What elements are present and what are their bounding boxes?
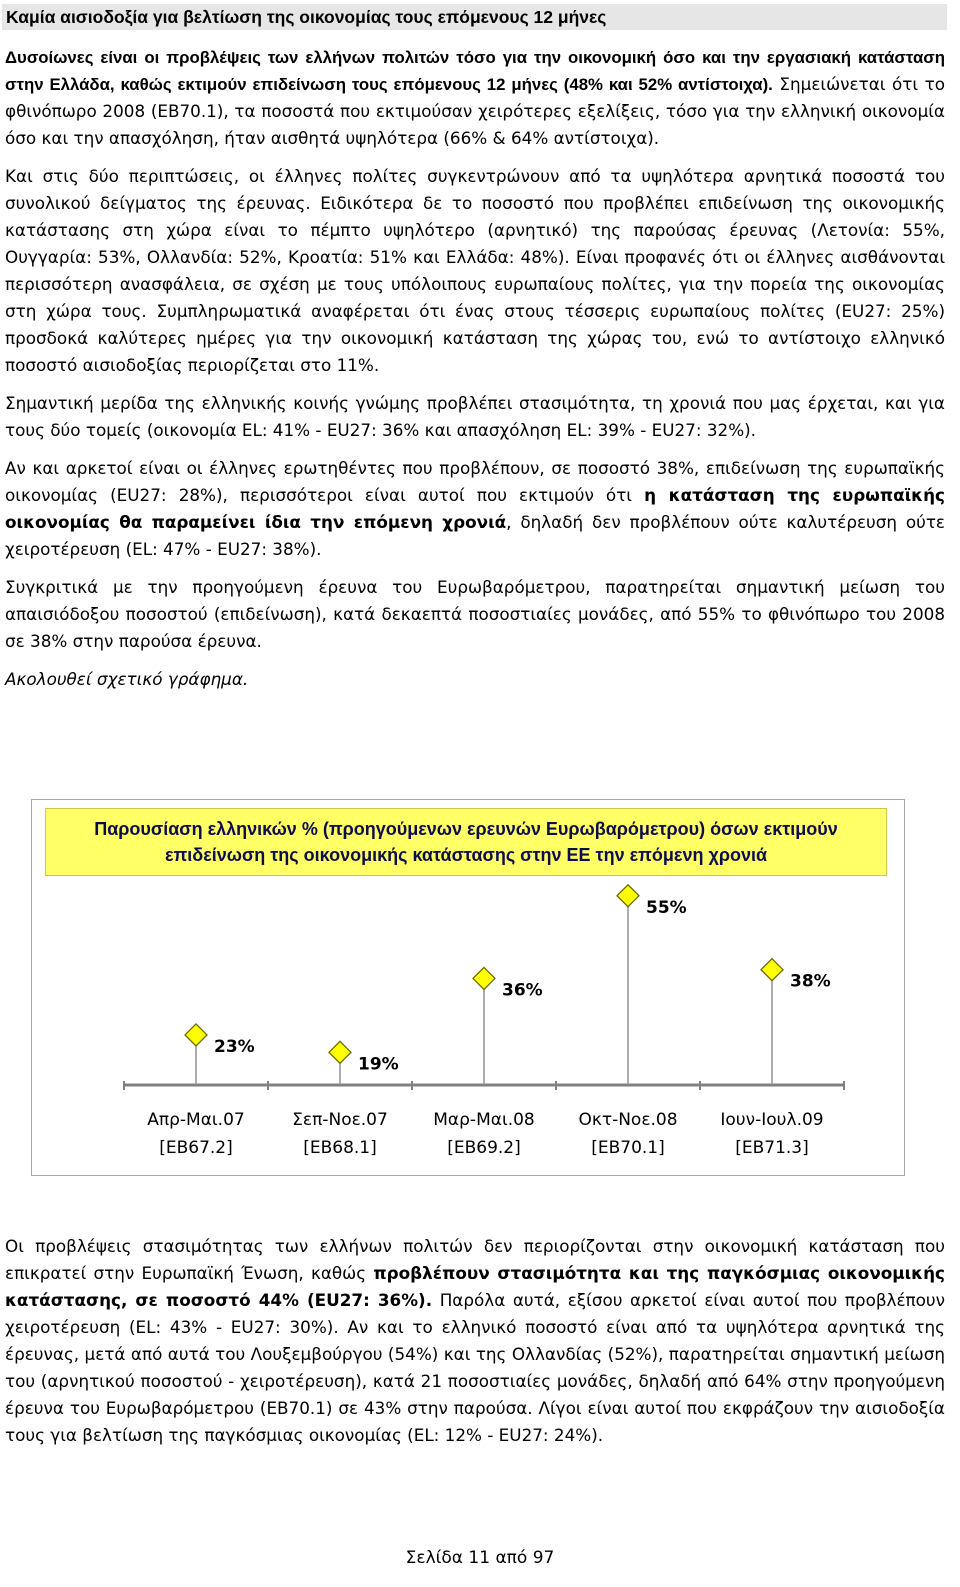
paragraph-3: Σημαντική μερίδα της ελληνικής κοινής γνώμης προβλέπει στασιμότητα, τη χρονιά που μας έρχεται, και για τους δύο τομείς (οικονομία EL: 41% - EU27: 36% και απασχόληση EL: 39% - EU27: 32%). (5, 393, 945, 440)
paragraph-5: Συγκριτικά με την προηγούμενη έρευνα του Ευρωβαρόμετρου, παρατηρείται σημαντική μείωση του απαισιόδοξου ποσοστού (επιδείνωση), κατά δεκαεπτά ποσοστιαίες μονάδες, από 55% το φθινόπωρο του 2008 σε 38% στην παρούσα έρευνα. (5, 577, 945, 651)
data-value-label: 36% (502, 980, 543, 1001)
category-code-label: [ΕΒ68.1] (303, 1138, 377, 1158)
paragraph-7-end: Παρόλα αυτά, εξίσου αρκετοί είναι αυτοί που προβλέπουν χειροτέρευση (EL: 43% - EU27: 30%). Αν και το ελληνικό ποσοστό είναι από τα υψηλότερα αρνητικά της έρευνας, μετά από αυτά του Λουξεμβούργου (54%) και της Ολλανδίας (52%), παρατηρείται σημαντική μείωση του (αρνητικού ποσοστού - χειροτέρευση), κατά 21 ποσοστιαίες μονάδες, δηλαδή από 64% στην προηγούμενη έρευνα του Ευρωβαρόμετρου (ΕΒ70.1) σε 43% στην παρούσα. Λίγοι είναι αυτοί που εκφράζουν την αισιοδοξία τους για βελτίωση της παγκόσμιας οικονομίας (EL: 12% - EU27: 24%). (5, 1290, 946, 1445)
data-point-marker (761, 959, 783, 981)
document-body-continued (5, 1233, 945, 1449)
data-value-label: 38% (790, 971, 831, 992)
paragraph-4-end: , δηλαδή δεν προβλέπουν ούτε καλυτέρευση ούτε χειροτέρευση (EL: 47% - EU27: 38%). (5, 512, 946, 559)
category-label: Μαρ-Μαι.08 (433, 1110, 535, 1130)
paragraph-1-rest: Σημειώνεται ότι το φθινόπωρο 2008 (ΕΒ70.1), τα ποσοστά που εκτιμούσαν χειρότερες εξελίξεις, τόσο για την ελληνική οικονομία όσο και την απασχόληση, ήταν αισθητά υψηλότερα (66% & 64% αντίστοιχα). (5, 74, 945, 148)
category-code-label: [ΕΒ70.1] (591, 1138, 665, 1158)
document-body (5, 44, 945, 704)
paragraph-7-start: Οι προβλέψεις στασιμότητας των ελλήνων πολιτών δεν περιορίζονται στην οικονομική κατάσταση που επικρατεί στην Ευρωπαϊκή Ένωση, καθώς (5, 1236, 945, 1283)
page-number: Σελίδα 11 από 97 (405, 1548, 555, 1568)
category-label: Απρ-Μαι.07 (147, 1110, 245, 1130)
category-code-label: [ΕΒ69.2] (447, 1138, 521, 1158)
paragraph-2: Και στις δύο περιπτώσεις, οι έλληνες πολίτες συγκεντρώνουν από τα υψηλότερα αρνητικά ποσοστά του συνολικού δείγματος της έρευνας. Ειδικότερα δε το ποσοστό που προβλέπει επιδείνωση της οικονομικής κατάστασης στη χώρα είναι το πέμπτο υψηλότερο (αρνητικό) της παρούσας έρευνας (Λετονία: 55%, Ουγγαρία: 53%, Ολλανδία: 52%, Κροατία: 51% και Ελλάδα: 48%). Είναι προφανές ότι οι έλληνες αισθάνονται περισσότερη ανασφάλεια, σε σχέση με τους υπόλοιπους ευρωπαίους πολίτες, για την πορεία της οικονομίας στη χώρα τους. Συμπληρωματικά αναφέρεται ότι ένας στους τέσσερις ευρωπαίους πολίτες (EU27: 25%) προσδοκά καλύτερες ημέρες για την οικονομική κατάσταση της χώρας του, ενώ το αντίστοιχο ελληνικό ποσοστό αισιοδοξίας περιορίζεται στο 11%. (5, 166, 945, 375)
chart-title: Παρουσίαση ελληνικών % (προηγούμενων ερευνών Ευρωβαρόμετρου) όσων εκτιμούν επιδείνωση της οικονομικής κατάστασης στην ΕΕ την επόμενη χρονιά (45, 808, 887, 876)
paragraph-6: Ακολουθεί σχετικό γράφημα. (5, 669, 249, 689)
data-point-marker (473, 967, 495, 989)
paragraph-1-bold: Δυσοίωνες είναι οι προβλέψεις των ελλήνων πολιτών τόσο για την οικονομική όσο και την εργασιακή κατάσταση στην Ελλάδα, καθώς εκτιμούν επιδείνωση τους επόμενους 12 μήνες (48% και 52% αντίστοιχα). (5, 48, 945, 94)
category-code-label: [ΕΒ71.3] (735, 1138, 809, 1158)
paragraph-4-start: Αν και αρκετοί είναι οι έλληνες ερωτηθέντες που προβλέπουν, σε ποσοστό 38%, επιδείνωση της ευρωπαϊκής οικονομίας (EU27: 28%), περισσότεροι είναι αυτοί που εκτιμούν ότι (5, 458, 945, 505)
section-heading: Καμία αισιοδοξία για βελτίωση της οικονομίας τους επόμενους 12 μήνες (2, 4, 947, 30)
data-value-label: 19% (358, 1054, 399, 1075)
category-label: Σεπ-Νοε.07 (292, 1110, 388, 1130)
paragraph-7 (5, 1233, 945, 1449)
data-point-marker (329, 1041, 351, 1063)
category-label: Ιουν-Ιουλ.09 (720, 1110, 824, 1130)
paragraph-4-bold: η κατάσταση της ευρωπαϊκής οικονομίας θα παραμείνει ίδια την επόμενη χρονιά (5, 485, 945, 532)
data-value-label: 55% (646, 897, 687, 918)
chart-plot (32, 800, 906, 1177)
data-point-marker (185, 1024, 207, 1046)
data-value-label: 23% (214, 1036, 255, 1057)
paragraph-4 (5, 455, 945, 563)
category-code-label: [ΕΒ67.2] (159, 1138, 233, 1158)
data-point-marker (617, 885, 639, 907)
paragraph-7-bold: προβλέπουν στασιμότητα και της παγκόσμιας οικονομικής κατάστασης, σε ποσοστό 44% (EU27: 36%). (5, 1263, 945, 1310)
chart-frame (31, 799, 905, 1176)
category-label: Οκτ-Νοε.08 (578, 1110, 678, 1130)
paragraph-1 (5, 44, 945, 152)
